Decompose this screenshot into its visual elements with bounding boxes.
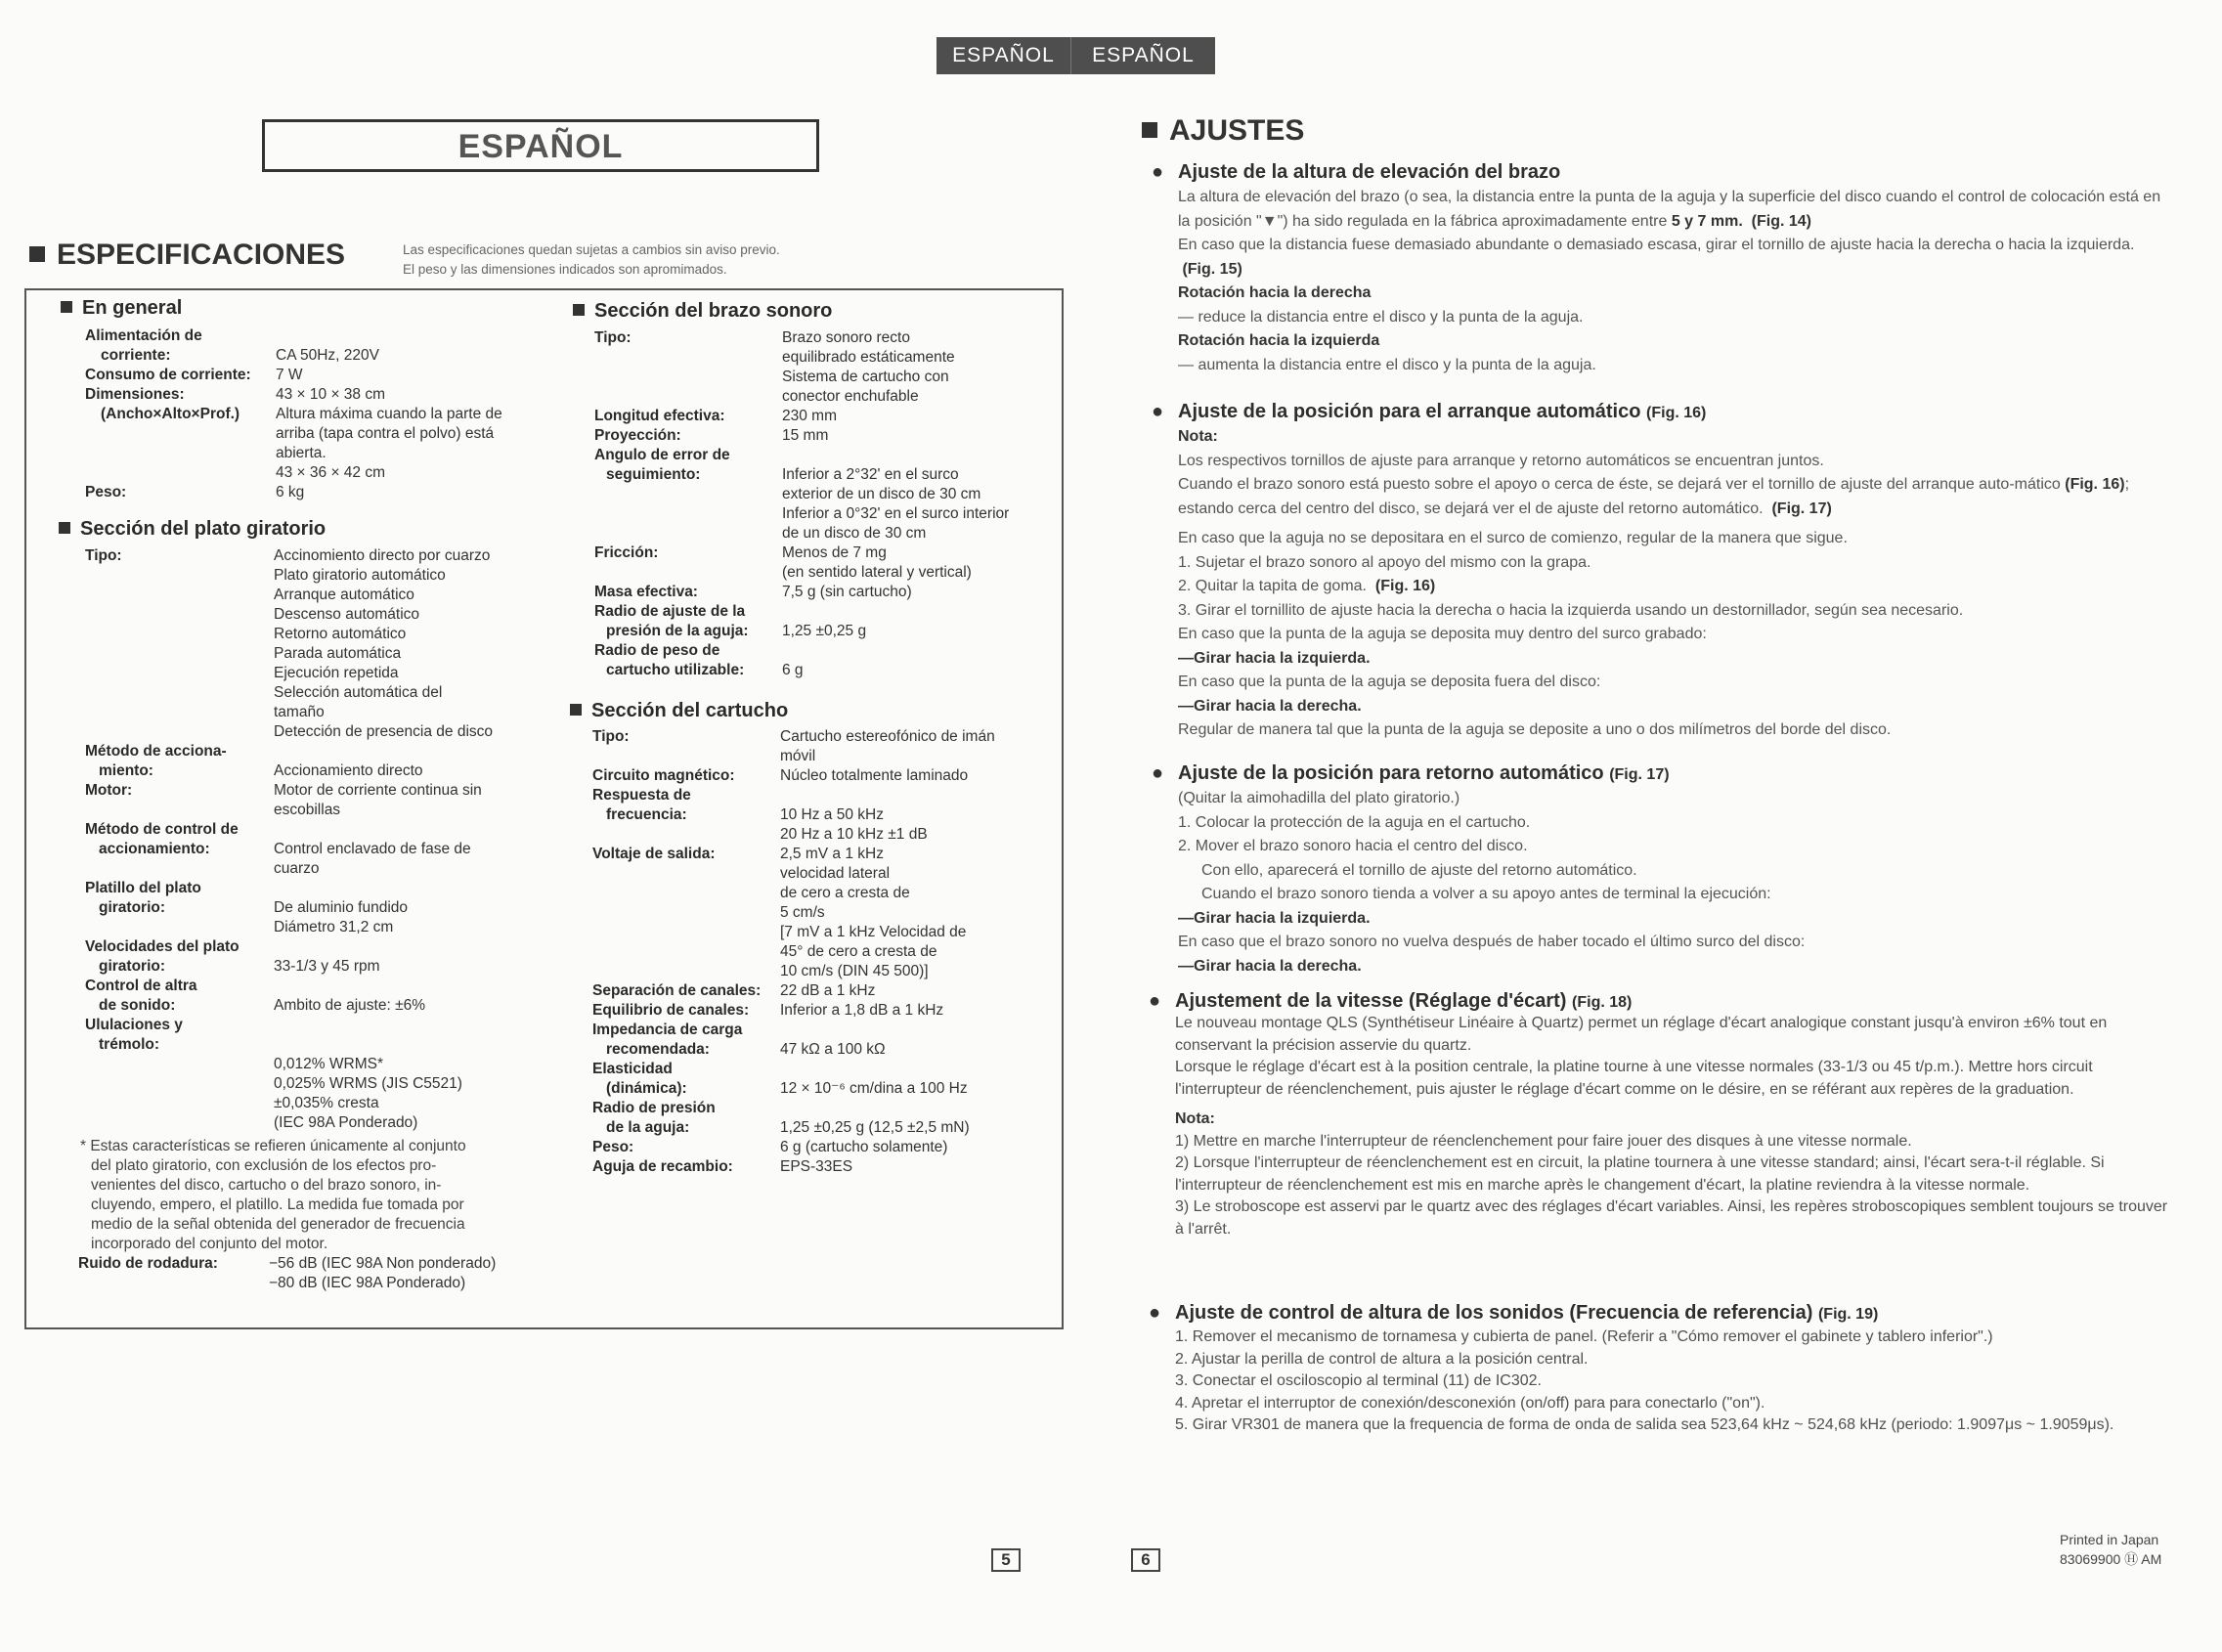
spec-label: Fricción: [594, 544, 659, 561]
spec-value: Inferior a 2°32' en el surco [782, 466, 959, 483]
spec-value: 2,5 mV a 1 kHz [780, 846, 884, 862]
s4-p1: Le nouveau montage QLS (Synthétiseur Linéaire à Quartz) permet un réglage d'écart analogique constant jusqu'à environ ±6% tout en conservant la précision asservie du quartz. [1175, 1015, 2108, 1054]
spec-value: 230 mm [782, 408, 837, 424]
s1-r2-text: — aumenta la distancia entre el disco y la punta de la aguja. [1178, 356, 1596, 373]
spec-value: arriba (tapa contra el polvo) está [276, 425, 495, 442]
spec-value: 15 mm [782, 427, 829, 444]
s4-n2: 2) Lorsque l'interrupteur de réenclenchement est en circuit, la platine tournera à une vitesse standard; ainsi, l'écart sera-t-il réglable. Si l'interrupteur de réenclenchement est mis en marche après le changement d'écart, la platine reviendra à la vitesse normale. [1175, 1154, 2105, 1194]
spec-label: giratorio: [99, 899, 166, 916]
spec-value: 12 × 10⁻⁶ cm/dina a 100 Hz [780, 1080, 968, 1097]
ajustes-heading [1142, 114, 1304, 148]
s3-title [1178, 762, 1670, 785]
spec-value: conector enchufable [782, 388, 919, 405]
s2-body [1178, 425, 2175, 743]
spec-label: frecuencia: [606, 806, 687, 823]
s4-n1: 1) Mettre en marche l'interrupteur de réenclenchement pour faire jouer des disques à une vitesse normale. [1175, 1132, 1912, 1150]
s1-r1-title: Rotación hacia la derecha [1178, 284, 1372, 301]
spec-value: CA 50Hz, 220V [276, 347, 379, 364]
s1-p1: La altura de elevación del brazo (o sea, la distancia entre la punta de la aguja y la superficie del disco cuando el control de colocación está en la posición "▼") ha sido regulada en la fábrica aproximadamente entre [1178, 189, 2161, 230]
spec-label: Alimentación de [85, 327, 202, 344]
arm-heading-text: Sección del brazo sonoro [594, 300, 833, 322]
spec-value: velocidad lateral [780, 865, 891, 882]
s3-l8: —Girar hacia la derecha. [1178, 957, 1362, 975]
s3-title-text: Ajuste de la posición para retorno automático [1178, 762, 1604, 784]
spec-value: Altura máxima cuando la parte de [276, 406, 502, 422]
s3-body [1178, 787, 2175, 978]
spec-value: 5 cm/s [780, 904, 825, 921]
spec-value: (en sentido lateral y vertical) [782, 564, 972, 581]
spec-value: cuarzo [274, 860, 320, 877]
s2-title-fig: (Fig. 16) [1646, 405, 1707, 421]
spec-label: Longitud efectiva: [594, 408, 725, 424]
spec-label: Control de altra [85, 978, 197, 994]
s3-l1: (Quitar la aimohadilla del plato giratorio.) [1178, 790, 1460, 806]
spec-value: 47 kΩ a 100 kΩ [780, 1041, 886, 1058]
s2-c3: Regular de manera tal que la punta de la aguja se deposite a uno o dos milímetros del borde del disco. [1178, 721, 1892, 738]
ajustes-heading-text: AJUSTES [1169, 114, 1305, 147]
spec-value: Selección automática del [274, 684, 443, 701]
s3-l3: 2. Mover el brazo sonoro hacia el centro del disco. [1178, 838, 1528, 854]
spec-label: Ululaciones y [85, 1017, 183, 1033]
s4-title [1175, 990, 1632, 1013]
spec-value: Motor de corriente continua sin [274, 782, 482, 799]
bullet-icon: ● [1152, 401, 1164, 422]
spec-value: Detección de presencia de disco [274, 723, 494, 740]
spec-label: Dimensiones: [85, 386, 185, 403]
bullet-icon: ● [1149, 990, 1161, 1012]
s5-title [1175, 1302, 1878, 1325]
spec-value: tamaño [274, 704, 325, 720]
s1-p1-value: 5 y 7 mm. [1671, 212, 1743, 230]
spec-value: 7 W [276, 367, 303, 383]
s1-p2: En caso que la distancia fuese demasiado abundante o demasiado escasa, girar el tornillo de ajuste hacia la derecha o hacia la izquierda. [1178, 237, 2135, 253]
spec-value: 33-1/3 y 45 rpm [274, 958, 380, 975]
s5-body [1175, 1326, 2172, 1437]
spec-value: de cero a cresta de [780, 885, 910, 901]
spec-value: 10 Hz a 50 kHz [780, 806, 884, 823]
s3-l6: —Girar hacia la izquierda. [1178, 909, 1371, 927]
title-box [262, 119, 819, 172]
spec-label: Circuito magnético: [592, 767, 735, 784]
spec-value: Sistema de cartucho con [782, 369, 949, 385]
platter-footnote-line: * Estas características se refieren únicamente al conjunto [80, 1138, 466, 1154]
spec-value: Descenso automático [274, 606, 420, 623]
platter-footnote-line: del plato giratorio, con exclusión de los efectos pro- [91, 1157, 437, 1174]
spec-label: Respuesta de [592, 787, 691, 804]
s4-nota: Nota: [1175, 1110, 1215, 1127]
platter-heading [59, 518, 326, 541]
spec-label: miento: [99, 762, 153, 779]
spec-value: Arranque automático [274, 587, 414, 603]
s4-n3: 3) Le stroboscope est asservi par le quartz avec des réglages d'écart variables. Ainsi, les repères stroboscopiques semblent toujours se trouver à l'arrêt. [1175, 1198, 2168, 1238]
s2-step1: 1. Sujetar el brazo sonoro al apoyo del mismo con la grapa. [1178, 553, 1591, 571]
spec-value: abierta. [276, 445, 327, 461]
spec-value: EPS-33ES [780, 1158, 853, 1175]
bullet-icon: ● [1149, 1302, 1161, 1324]
spec-value: Control enclavado de fase de [274, 841, 471, 857]
s2-n1: Los respectivos tornillos de ajuste para arranque y retorno automáticos se encuentran juntos. [1178, 452, 1824, 469]
spec-value: Núcleo totalmente laminado [780, 767, 969, 784]
s1-body [1178, 186, 2175, 377]
spec-value: de un disco de 30 cm [782, 525, 927, 542]
s5-i3: 3. Conectar el osciloscopio al terminal (11) de IC302. [1175, 1372, 1542, 1389]
spec-value: Accinomiento directo por cuarzo [274, 547, 491, 564]
s4-body [1175, 1013, 2172, 1240]
spec-value: [7 mV a 1 kHz Velocidad de [780, 924, 967, 940]
spec-label: Proyección: [594, 427, 681, 444]
spec-value: 1,25 ±0,25 g [782, 623, 867, 639]
s2-step3: 3. Girar el tornillito de ajuste hacia la derecha o hacia la izquierda usando un destornillador, según sea necesario. [1178, 601, 1964, 619]
cart-heading [570, 700, 788, 722]
spec-label: (Ancho×Alto×Prof.) [101, 406, 240, 422]
spec-label: Elasticidad [592, 1061, 673, 1077]
s2-c2: En caso que la punta de la aguja se deposita fuera del disco: [1178, 674, 1601, 690]
spec-label: Radio de ajuste de la [594, 603, 746, 620]
platter-heading-text: Sección del plato giratorio [80, 518, 327, 540]
spec-value: Inferior a 0°32' en el surco interior [782, 505, 1010, 522]
spec-label: Método de control de [85, 821, 239, 838]
s4-p2: Lorsque le réglage d'écart est à la position centrale, la platine tourne à une vitesse normales (33-1/3 ou 45 t/p.m.). Mettre hors circuit l'interrupteur de réenclenchement, puis ajuster le réglage d'écart comme on le désire, en se référant aux repères de la graduation. [1175, 1059, 2093, 1098]
spec-value: Diámetro 31,2 cm [274, 919, 394, 935]
spec-label: giratorio: [99, 958, 166, 975]
spec-label: cartucho utilizable: [606, 662, 745, 678]
spec-value: exterior de un disco de 30 cm [782, 486, 981, 502]
platter-footnote-line: incorporado del conjunto del motor. [91, 1236, 328, 1252]
spec-value: Accionamiento directo [274, 762, 423, 779]
spec-heading [29, 239, 345, 272]
s5-i2: 2. Ajustar la perilla de control de altura a la posición central. [1175, 1350, 1589, 1368]
s5-i5: 5. Girar VR301 de manera que la frequencia de forma de onda de salida sea 523,64 kHz ~ 524,68 kHz (periodo: 1.9097μs ~ 1.9059μs). [1175, 1416, 2114, 1433]
spec-heading-text: ESPECIFICACIONES [57, 239, 346, 271]
spec-value: móvil [780, 748, 816, 764]
s2-c1-action: —Girar hacia la izquierda. [1178, 649, 1371, 667]
s2-c1: En caso que la punta de la aguja se deposita muy dentro del surco grabado: [1178, 626, 1707, 642]
spec-label: Peso: [85, 484, 127, 500]
noise-label: Ruido de rodadura: [78, 1255, 218, 1272]
s2-nota: Nota: [1178, 428, 1218, 445]
printed-in-japan: Printed in Japan [2060, 1532, 2159, 1547]
spec-value: 6 kg [276, 484, 305, 500]
s2-step2-fig: (Fig. 16) [1374, 578, 1436, 594]
spec-value: 6 g [782, 662, 804, 678]
square-bullet-icon [1142, 122, 1157, 138]
spec-value: 0,012% WRMS* [274, 1056, 383, 1072]
s2-intro: En caso que la aguja no se depositara en el surco de comienzo, regular de la manera que sigue. [1178, 530, 1848, 546]
s5-title-fig: (Fig. 19) [1817, 1306, 1879, 1323]
spec-label: Motor: [85, 782, 133, 799]
spec-value: Ejecución repetida [274, 665, 399, 681]
s1-p1-fig: (Fig. 14) [1751, 212, 1811, 230]
tab-espanol-right: ESPAÑOL [1070, 37, 1215, 74]
spec-label: Radio de peso de [594, 642, 720, 659]
square-bullet-icon [61, 301, 72, 313]
spec-label: Método de acciona- [85, 743, 227, 760]
s5-title-text: Ajuste de control de altura de los sonidos (Frecuencia de referencia) [1175, 1302, 1813, 1324]
spec-label: Tipo: [85, 547, 122, 564]
s1-p2-fig: (Fig. 15) [1182, 260, 1242, 278]
spec-label: Impedancia de carga [592, 1022, 743, 1038]
spec-label: Tipo: [594, 329, 632, 346]
spec-value: Brazo sonoro recto [782, 329, 910, 346]
spec-label: Velocidades del plato [85, 938, 240, 955]
s5-i1: 1. Remover el mecanismo de tornamesa y cubierta de panel. (Referir a "Cómo remover el gabinete y tablero inferior".) [1175, 1328, 1993, 1345]
s2-title [1178, 401, 1706, 423]
tab-espanol-left: ESPAÑOL [937, 37, 1070, 74]
title-box-text: ESPAÑOL [457, 128, 624, 165]
spec-value: 22 dB a 1 kHz [780, 982, 876, 999]
spec-label: presión de la aguja: [606, 623, 749, 639]
s5-i4: 4. Apretar el interruptor de conexión/desconexión (on/off) para para conectarlo ("on"). [1175, 1394, 1765, 1412]
spec-label: Voltaje de salida: [592, 846, 716, 862]
spec-value: 43 × 36 × 42 cm [276, 464, 386, 481]
s2-n2b: ; estando cerca del centro del disco, se dejará ver el de ajuste del retorno automático. [1178, 476, 2130, 517]
s2-n2a: Cuando el brazo sonoro está puesto sobre el apoyo o cerca de éste, se dejará ver el tornillo de ajuste del arranque auto-mático [1178, 476, 2061, 493]
s2-step2: 2. Quitar la tapita de goma. [1178, 578, 1367, 594]
noise-value: −56 dB (IEC 98A Non ponderado) [269, 1255, 497, 1272]
spec-label: Separación de canales: [592, 982, 762, 999]
square-bullet-icon [573, 304, 585, 316]
spec-label: de la aguja: [606, 1119, 690, 1136]
spec-value: ±0,035% cresta [274, 1095, 379, 1111]
s3-l5: Cuando el brazo sonoro tienda a volver a su apoyo antes de terminal la ejecución: [1201, 886, 1771, 902]
spec-note-line: Las especificaciones quedan sujetas a cambios sin aviso previo. [403, 242, 780, 257]
printed-note [2060, 1530, 2161, 1569]
spec-value: 10 cm/s (DIN 45 500)] [780, 963, 929, 979]
spec-value: Cartucho estereofónico de imán [780, 728, 995, 745]
page-number-left [991, 1548, 1021, 1572]
spec-note-line: El peso y las dimensiones indicados son apromimados. [403, 262, 727, 277]
spec-value: escobillas [274, 802, 341, 818]
s3-l4: Con ello, aparecerá el tornillo de ajuste del retorno automático. [1201, 861, 1637, 879]
bullet-icon: ● [1152, 161, 1164, 183]
general-heading [61, 297, 182, 320]
s1-r1-text: — reduce la distancia entre el disco y la punta de la aguja. [1178, 308, 1584, 326]
spec-label: Platillo del plato [85, 880, 201, 896]
spec-note [403, 240, 780, 280]
s3-l2: 1. Colocar la protección de la aguja en el cartucho. [1178, 813, 1531, 831]
spec-value: 43 × 10 × 38 cm [276, 386, 386, 403]
spec-value: 1,25 ±0,25 g (12,5 ±2,5 mN) [780, 1119, 970, 1136]
spec-value: equilibrado estáticamente [782, 349, 955, 366]
platter-footnote-line: medio de la señal obtenida del generador de frecuencia [91, 1216, 465, 1233]
spec-label: de sonido: [99, 997, 176, 1014]
spec-label: Consumo de corriente: [85, 367, 251, 383]
spec-label: Tipo: [592, 728, 630, 745]
page-number-right [1131, 1548, 1160, 1572]
s4-title-text: Ajustement de la vitesse (Réglage d'écart) [1175, 990, 1567, 1012]
spec-label: recomendada: [606, 1041, 710, 1058]
spec-value: 20 Hz a 10 kHz ±1 dB [780, 826, 928, 843]
spec-value: 6 g (cartucho solamente) [780, 1139, 948, 1155]
spec-value: Plato giratorio automático [274, 567, 446, 584]
general-heading-text: En general [82, 297, 183, 319]
spec-value: 0,025% WRMS (JIS C5521) [274, 1075, 462, 1092]
spec-label: Aguja de recambio: [592, 1158, 733, 1175]
spec-value: Menos de 7 mg [782, 544, 887, 561]
spec-label: Angulo de error de [594, 447, 730, 463]
spec-value: Retorno automático [274, 626, 407, 642]
spec-label: Equilibrio de canales: [592, 1002, 750, 1019]
page-number-left-text: 5 [1001, 1550, 1011, 1569]
spec-label: accionamiento: [99, 841, 210, 857]
spec-value: Parada automática [274, 645, 402, 662]
spec-label: (dinámica): [606, 1080, 687, 1097]
spec-label: Masa efectiva: [594, 584, 698, 600]
spec-value: 45° de cero a cresta de [780, 943, 937, 960]
spec-value: (IEC 98A Ponderado) [274, 1114, 418, 1131]
spec-label: Radio de presión [592, 1100, 716, 1116]
platter-footnote-line: cluyendo, empero, el platillo. La medida fue tomada por [91, 1196, 464, 1213]
spec-value: 7,5 g (sin cartucho) [782, 584, 912, 600]
noise-value: −80 dB (IEC 98A Ponderado) [269, 1275, 466, 1291]
square-bullet-icon [29, 246, 45, 262]
s4-title-fig: (Fig. 18) [1572, 994, 1633, 1011]
s2-n2-fig1: (Fig. 16) [2065, 476, 2125, 493]
square-bullet-icon [570, 704, 582, 716]
print-code: 83069900 Ⓗ AM [2060, 1551, 2162, 1567]
s1-r2-title: Rotación hacia la izquierda [1178, 332, 1380, 349]
s3-l7: En caso que el brazo sonoro no vuelva después de haber tocado el último surco del disco: [1178, 934, 1806, 950]
s1-title: Ajuste de la altura de elevación del brazo [1178, 161, 1561, 183]
s3-title-fig: (Fig. 17) [1609, 766, 1670, 783]
page-number-right-text: 6 [1141, 1550, 1151, 1569]
bullet-icon: ● [1152, 762, 1164, 784]
s2-c2-action: —Girar hacia la derecha. [1178, 697, 1362, 715]
s2-n2-fig2: (Fig. 17) [1771, 500, 1832, 517]
spec-label: trémolo: [99, 1036, 159, 1053]
spec-value: Ambito de ajuste: ±6% [274, 997, 425, 1014]
spec-label: Peso: [592, 1139, 634, 1155]
arm-heading [573, 300, 832, 323]
cart-heading-text: Sección del cartucho [591, 700, 789, 721]
spec-label: corriente: [101, 347, 171, 364]
spec-label: seguimiento: [606, 466, 701, 483]
spec-value: Inferior a 1,8 dB a 1 kHz [780, 1002, 944, 1019]
spec-value: De aluminio fundido [274, 899, 409, 916]
square-bullet-icon [59, 522, 70, 534]
s2-title-text: Ajuste de la posición para el arranque automático [1178, 401, 1641, 422]
platter-footnote-line: venientes del disco, cartucho o del brazo sonoro, in- [91, 1177, 442, 1194]
